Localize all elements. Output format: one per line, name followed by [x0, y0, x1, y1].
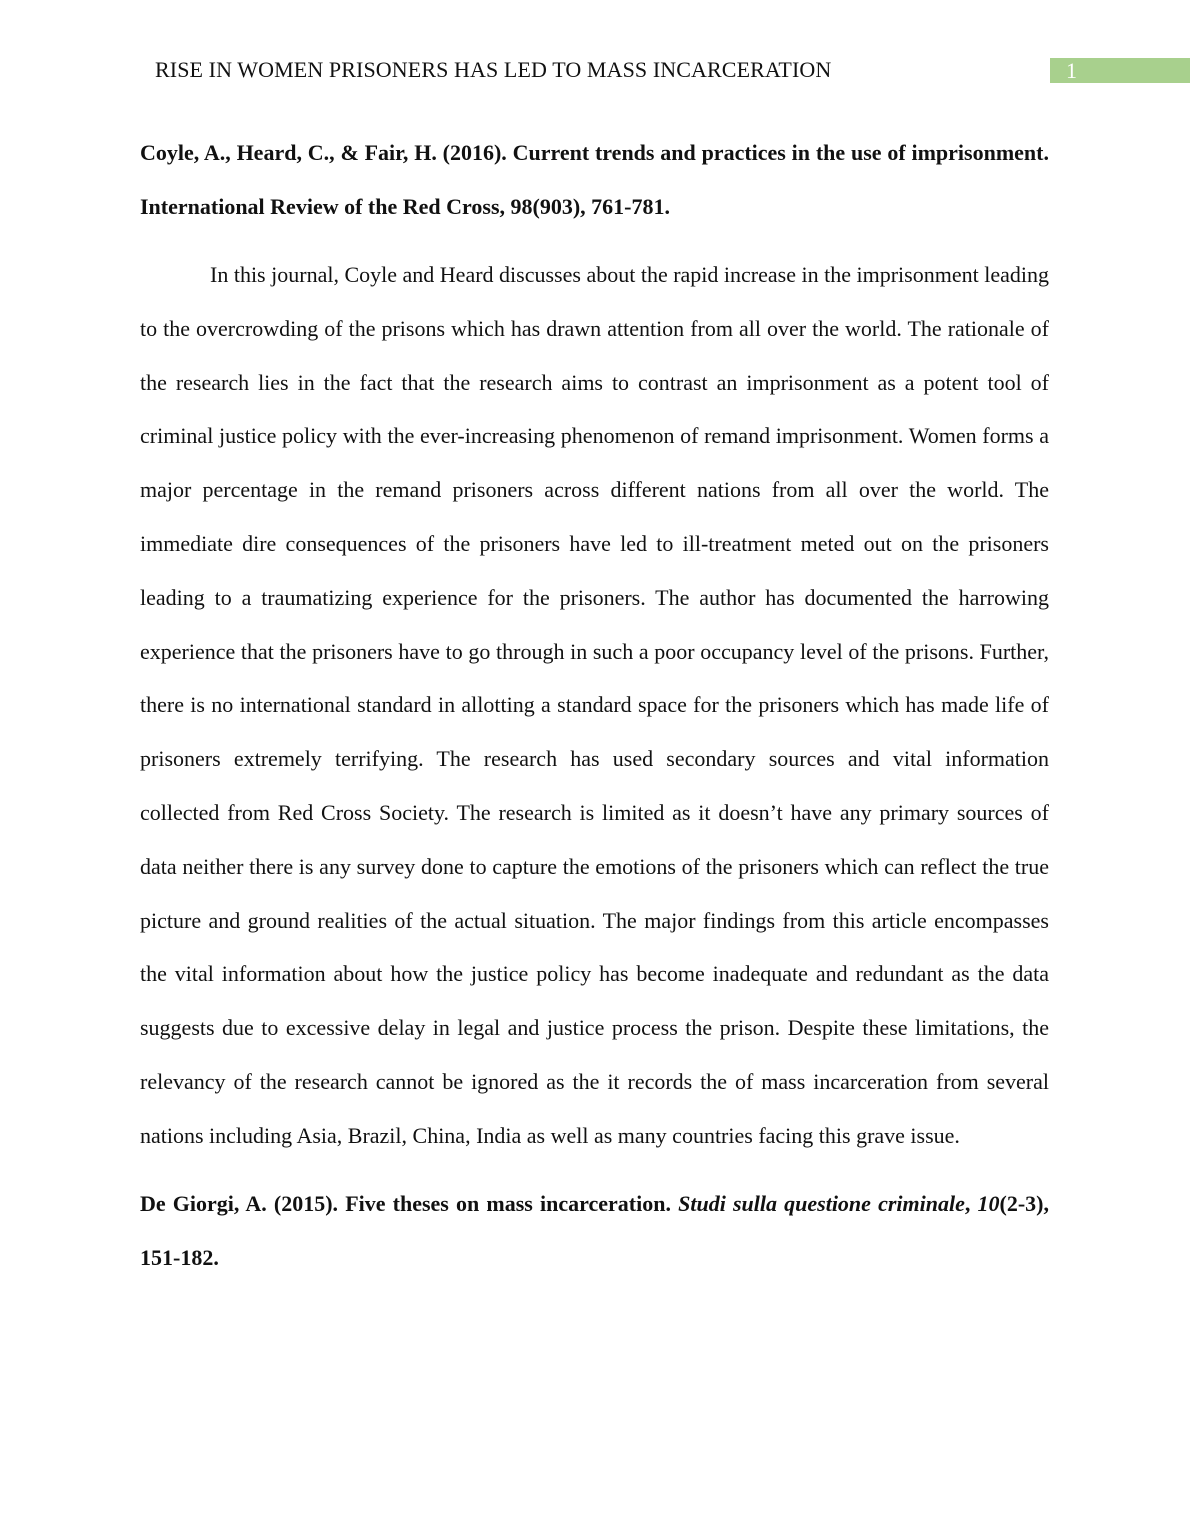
reference-citation: Coyle, A., Heard, C., & Fair, H. (2016). Current trends and practices in the use of imprisonment. International Review of the Red Cross, 98(903), 761-781.: [140, 140, 1049, 219]
reference-citation-2: [140, 1177, 1049, 1285]
citation-separator: ,: [964, 1190, 978, 1216]
citation-lead: De Giorgi, A. (2015). Five theses on mass incarceration.: [140, 1190, 679, 1216]
issue-pages: (2-3), 151-182.: [140, 1190, 1050, 1270]
page-number-badge: [1050, 58, 1190, 83]
page-number: 1: [1066, 58, 1077, 83]
document-body: [140, 126, 1049, 1285]
running-title: RISE IN WOMEN PRISONERS HAS LED TO MASS INCARCERATION: [155, 57, 832, 82]
annotation-paragraph: In this journal, Coyle and Heard discusses about the rapid increase in the imprisonment leading to the overcrowding of the prisons which has drawn attention from all over the world. The rationale of the research lies in the fact that the research aims to contrast an imprisonment as a potent tool of criminal justice policy with the ever-increasing phenomenon of remand imprisonment. Women forms a major percentage in the remand prisoners across different nations from all over the world. The immediate dire consequences of the prisoners have led to ill-treatment meted out on the prisoners leading to a traumatizing experience for the prisoners. The author has documented the harrowing experience that the prisoners have to go through in such a poor occupancy level of the prisons. Further, there is no international standard in allotting a standard space for the prisoners which has made life of prisoners extremely terrifying. The research has used secondary sources and vital information collected from Red Cross Society. The research is limited as it doesn’t have any primary sources of data neither there is any survey done to capture the emotions of the prisoners which can reflect the true picture and ground realities of the actual situation. The major findings from this article encompasses the vital information about how the justice policy has become inadequate and redundant as the data suggests due to excessive delay in legal and justice process the prison. Despite these limitations, the relevancy of the research cannot be ignored as the it records the of mass incarceration from several nations including Asia, Brazil, China, India as well as many countries facing this grave issue.: [140, 262, 1049, 1148]
journal-volume: 10: [977, 1190, 1000, 1216]
journal-title: Studi sulla questione criminale: [678, 1190, 965, 1216]
